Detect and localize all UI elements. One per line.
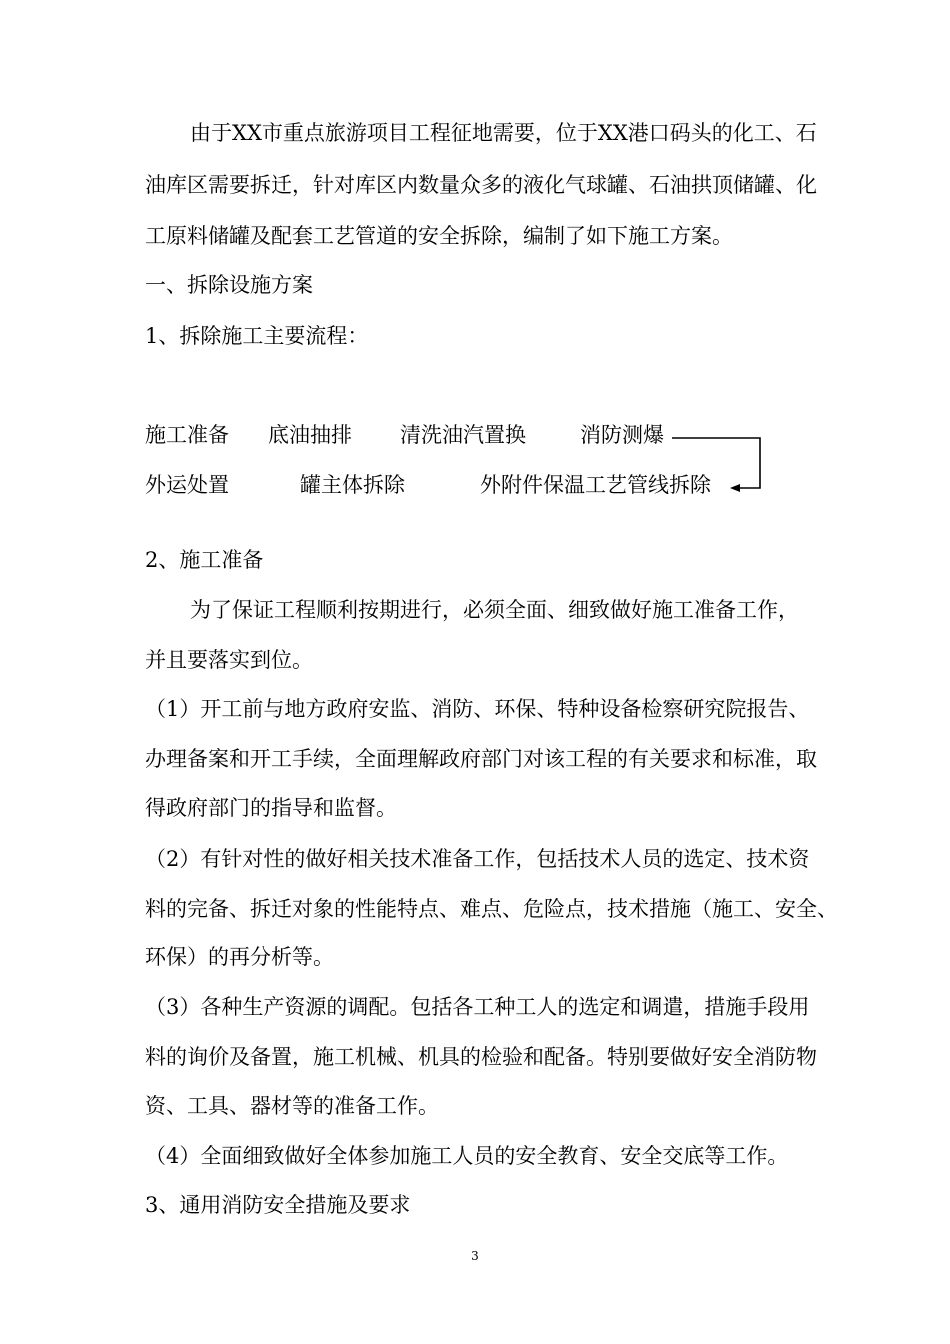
flow-step-accessory-removal: 外附件保温工艺管线拆除 [480, 473, 711, 497]
item4-line-1: （4）全面细致做好全体参加施工人员的安全教育、安全交底等工作。 [145, 1144, 789, 1168]
section2-para-line-1: 为了保证工程顺利按期进行，必须全面、细致做好施工准备工作， [190, 598, 799, 622]
flow-step-tank-removal: 罐主体拆除 [300, 473, 405, 497]
item3-line-3: 资、工具、器材等的准备工作。 [145, 1094, 439, 1118]
flow-step-clean: 清洗油汽置换 [400, 423, 526, 447]
flow-step-fire-test: 消防测爆 [580, 423, 664, 447]
flow-step-oil-pump: 底油抽排 [268, 423, 352, 447]
item3-line-1: （3）各种生产资源的调配。包括各工种工人的选定和调遣，措施手段用 [145, 995, 810, 1019]
item2-line-3: 环保）的再分析等。 [145, 945, 334, 969]
item1-line-1: （1）开工前与地方政府安监、消防、环保、特种设备检察研究院报告、 [145, 697, 810, 721]
intro-line-3: 工原料储罐及配套工艺管道的安全拆除，编制了如下施工方案。 [145, 224, 733, 248]
flow-step-transport: 外运处置 [145, 473, 229, 497]
section1-sub1: 1、拆除施工主要流程： [145, 324, 369, 348]
flow-step-prep: 施工准备 [145, 423, 229, 447]
section1-heading: 一、拆除设施方案 [145, 273, 313, 297]
page-number: 3 [471, 1249, 479, 1263]
section3-heading: 3、通用消防安全措施及要求 [145, 1193, 411, 1217]
intro-line-1: 由于XX市重点旅游项目工程征地需要，位于XX港口码头的化工、石 [190, 121, 817, 145]
item2-line-1: （2）有针对性的做好相关技术准备工作，包括技术人员的选定、技术资 [145, 847, 810, 871]
item3-line-2: 料的询价及备置，施工机械、机具的检验和配备。特别要做好安全消防物 [145, 1045, 817, 1069]
item2-line-2: 料的完备、拆迁对象的性能特点、难点、危险点，技术措施（施工、安全、 [145, 897, 838, 921]
item1-line-2: 办理备案和开工手续，全面理解政府部门对该工程的有关要求和标准，取 [145, 747, 817, 771]
section2-heading: 2、施工准备 [145, 548, 264, 572]
section2-para-line-2: 并且要落实到位。 [145, 648, 313, 672]
item1-line-3: 得政府部门的指导和监督。 [145, 796, 397, 820]
intro-line-2: 油库区需要拆迁，针对库区内数量众多的液化气球罐、石油拱顶储罐、化 [145, 173, 817, 197]
flow-connector-arrow [670, 428, 770, 498]
